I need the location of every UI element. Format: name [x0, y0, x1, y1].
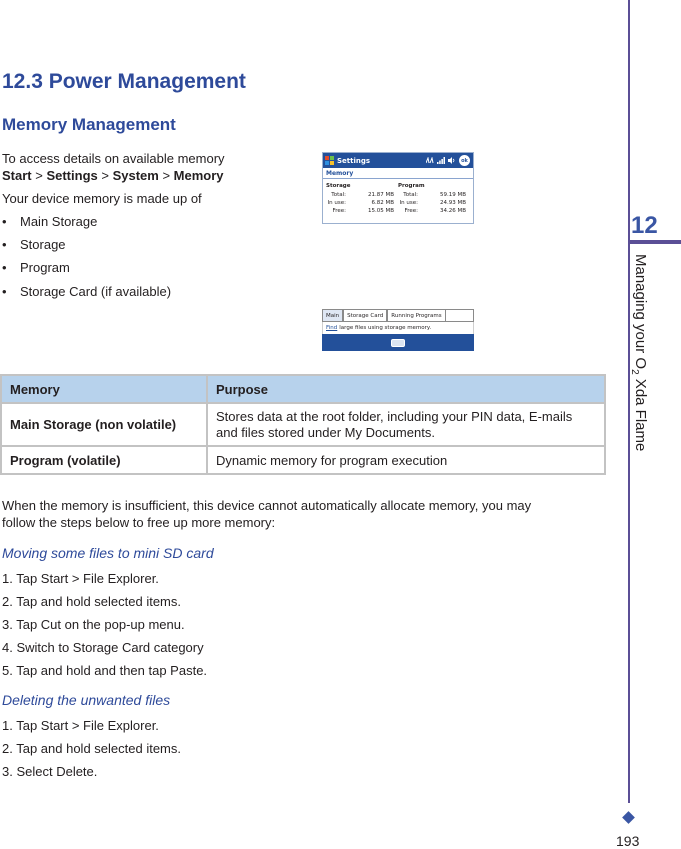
tab-running-programs[interactable]: Running Programs [387, 309, 445, 321]
step-item: 2. Tap and hold selected items. [2, 741, 181, 756]
path-sep: > [31, 168, 47, 183]
path-sep: > [97, 168, 113, 183]
chapter-divider [628, 240, 681, 244]
step-item: 3. Tap Cut on the pop-up menu. [2, 617, 185, 632]
path-system: System [112, 168, 159, 183]
step-item: 1. Tap Start > File Explorer. [2, 718, 159, 733]
memory-made-up-line: Your device memory is made up of [2, 191, 202, 206]
path-start: Start [2, 168, 32, 183]
diamond-icon [622, 811, 635, 824]
insufficient-text: When the memory is insufficient, this device cannot automatically allocate memory, you may [2, 498, 532, 513]
bullet-icon: • [2, 260, 7, 275]
step-item: 4. Switch to Storage Card category [2, 640, 204, 655]
subsection-heading: Memory Management [2, 115, 176, 134]
insufficient-text: follow the steps below to free up more memory: [2, 515, 276, 530]
table-row: Main Storage (non volatile) Stores data at the root folder, including your PIN data, E-mails and files stored under My Documents. [1, 403, 605, 446]
tab-main[interactable]: Main [322, 309, 343, 321]
ok-button[interactable]: ok [459, 155, 470, 166]
softkey-bar [322, 334, 474, 351]
bullet-icon: • [2, 284, 7, 299]
settings-memory-screenshot [322, 152, 474, 224]
path-memory: Memory [173, 168, 224, 183]
storage-column: Storage Total: 21.87 MB In use: 6.82 MB Free: 15.05 MB [326, 183, 394, 214]
table-row: Program (volatile) Dynamic memory for program execution [1, 446, 605, 474]
settings-path [2, 167, 224, 184]
connectivity-icon [426, 157, 434, 164]
bullet-icon: • [2, 237, 7, 252]
settings-tabs-screenshot [322, 309, 474, 354]
step-item: 5. Tap and hold and then tap Paste. [2, 663, 208, 678]
step-item: 3. Select Delete. [2, 764, 98, 779]
moving-files-heading: Moving some files to mini SD card [2, 545, 214, 561]
section-heading: 12.3 Power Management [2, 70, 246, 93]
volume-icon [448, 157, 456, 164]
bullet-item: • Storage Card (if available) [2, 284, 172, 299]
bullet-item: • Storage [2, 237, 66, 252]
screenshot-titlebar [323, 153, 473, 168]
table-header: Purpose [207, 375, 605, 403]
bullet-item: • Program [2, 260, 70, 275]
bullet-icon: • [2, 214, 7, 229]
step-item: 2. Tap and hold selected items. [2, 594, 181, 609]
screenshot-title: Settings [337, 156, 371, 165]
memory-table [0, 374, 606, 475]
table-header: Memory [1, 375, 207, 403]
deleting-files-heading: Deleting the unwanted files [2, 692, 171, 708]
windows-start-icon [325, 156, 334, 165]
intro-line: To access details on available memory [2, 151, 225, 166]
tab-storage-card[interactable]: Storage Card [343, 309, 387, 321]
page-number: 193 [616, 833, 640, 849]
find-large-files: Find large files using storage memory. [322, 322, 474, 334]
step-item: 1. Tap Start > File Explorer. [2, 571, 159, 586]
memory-section-label: Memory [323, 168, 473, 179]
chapter-number: 12 [631, 212, 658, 239]
signal-icon [437, 157, 445, 164]
keyboard-icon[interactable] [391, 339, 405, 347]
bullet-item: • Main Storage [2, 214, 98, 229]
program-column: Program Total: 59.19 MB In use: 24.93 MB Free: 34.26 MB [398, 183, 466, 214]
chapter-title: Managing your $O_2$ Xda Flame [629, 254, 649, 452]
path-sep: > [158, 168, 174, 183]
find-link[interactable]: Find [326, 325, 338, 331]
path-settings: Settings [46, 168, 98, 183]
